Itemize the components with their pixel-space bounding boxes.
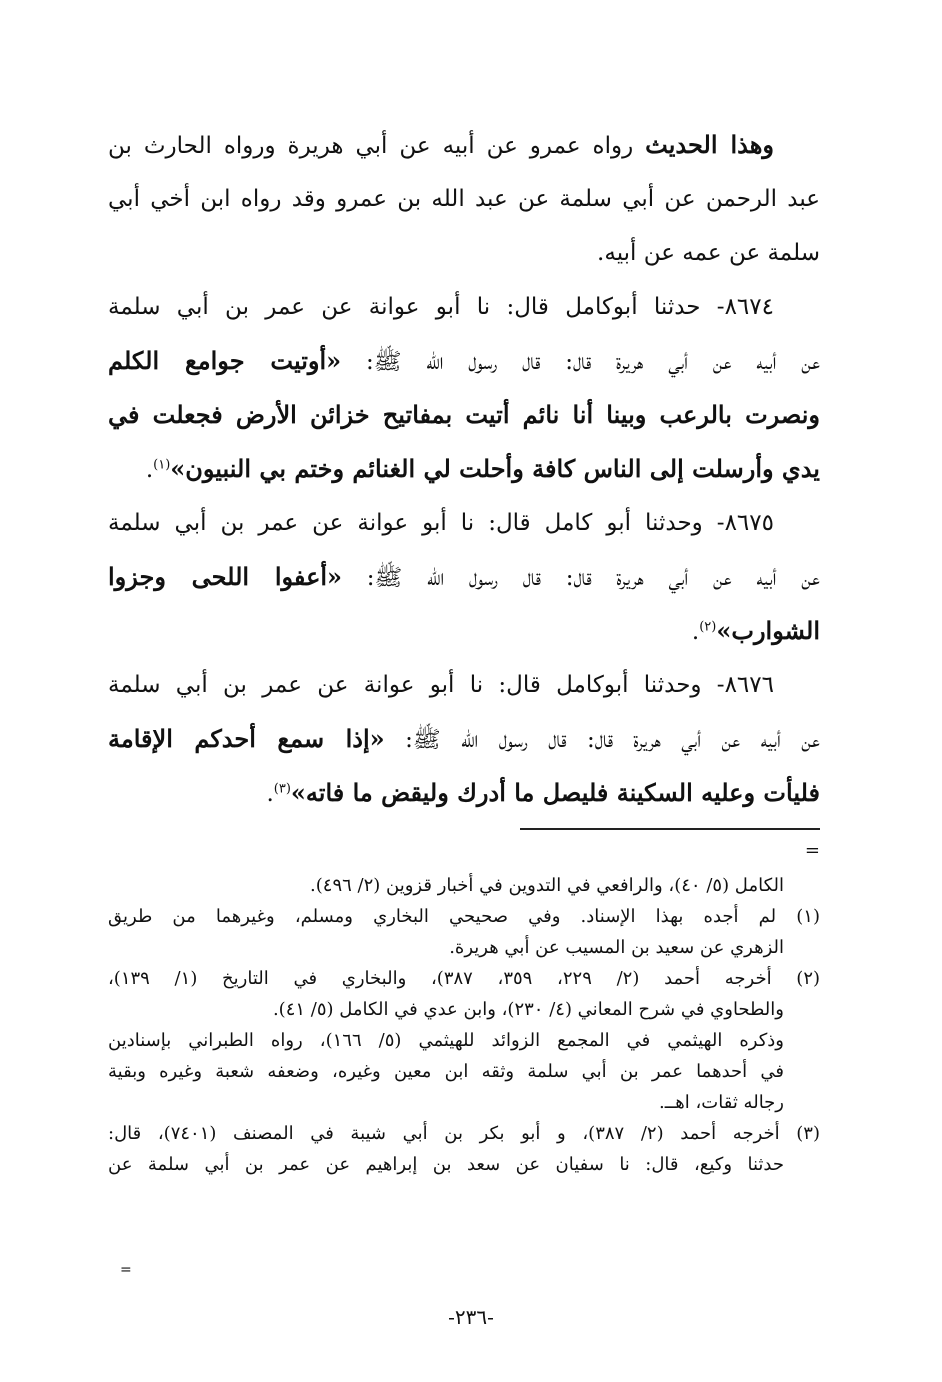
hadith-8674-line: ونصرت بالرعب وبينا أنا نائم أتيت بمفاتيح خزائن الأرض فجعلت في — [108, 400, 820, 429]
hadith-text: يدي وأرسلت إلى الناس كافة وأحلت لي الغنائم وختم بي النبيون» — [170, 454, 820, 483]
hadith-text: «إذا سمع أحدكم الإقامة — [108, 724, 385, 753]
hadith-8674-line: ٨٦٧٤- حدثنا أبوكامل قال: نا أبو عوانة عن عمر بن أبي سلمة — [108, 294, 774, 320]
hadith-8675-line: ٨٦٧٥- وحدثنا أبو كامل قال: نا أبو عوانة عن عمر بن أبي سلمة — [108, 510, 774, 536]
footnote-1: (١) لم أجده بهذا الإسناد. وفي صحيحي البخاري ومسلم، وغيرهما من طريق — [108, 906, 820, 927]
footnote-2: (٢) أخرجه أحمد (٢/ ٢٢٩، ٣٥٩، ٣٨٧)، والبخاري في التاريخ (١/ ١٣٩)، — [108, 968, 820, 989]
hadith-8676-line: ٨٦٧٦- وحدثنا أبوكامل قال: نا أبو عوانة عن عمر بن أبي سلمة — [108, 672, 774, 698]
hadith-text: الشوارب» — [716, 616, 820, 645]
footnote-line: الكامل (٥/ ٤٠)، والرافعي في التدوين في أخبار قزوين (٢/ ٤٩٦). — [310, 875, 784, 896]
paragraph-line: عبد الرحمن عن أبي سلمة عن عبد الله بن عمرو وقد رواه ابن أخي أبي — [108, 186, 820, 212]
footnote-ref: (٢) — [699, 619, 717, 635]
hadith-text: فليأت وعليه السكينة فليصل ما أدرك وليقض ما فاته» — [290, 778, 820, 807]
main-text — [108, 118, 820, 820]
footnote-line: رجاله ثقات، اهــ. — [659, 1092, 784, 1113]
text-run: رواه عمرو عن أبيه عن أبي هريرة ورواه الحارث بن — [108, 133, 646, 159]
text-run: . — [145, 457, 154, 483]
text-run: . — [266, 781, 274, 807]
footnote-ref: (٣) — [273, 781, 291, 797]
footnotes — [108, 828, 820, 1278]
hadith-8675-line — [108, 550, 820, 604]
paragraph-line — [108, 118, 820, 172]
hadith-text: «أوتيت جوامع الكلم — [108, 346, 342, 375]
page-number: -٢٣٦- — [448, 1305, 494, 1329]
footnote-line: وذكره الهيثمي في المجمع الزوائد للهيثمي (٥/ ١٦٦)، رواه الطبراني بإسنادين — [108, 1030, 785, 1051]
footnote-line: الزهري عن سعيد بن المسيب عن أبي هريرة. — [449, 937, 784, 958]
text-run: عن أبيه عن أبي هريرة قال: قال رسول الله ﷺ: — [384, 727, 820, 753]
footnote-ref: (١) — [153, 457, 171, 473]
footnote-separator — [520, 828, 820, 830]
hadith-8674-line — [108, 334, 820, 388]
text-run: . — [691, 619, 700, 645]
footnote-line: والطحاوي في شرح المعاني (٤/ ٢٣٠)، وابن عدي في الكامل (٥/ ٤١). — [272, 999, 784, 1020]
hadith-8674-line — [108, 442, 820, 496]
hadith-8675-line — [108, 604, 820, 658]
text-run: عن أبيه عن أبي هريرة قال: قال رسول الله ﷺ: — [342, 565, 820, 591]
text-run: عن أبيه عن أبي هريرة قال: قال رسول الله ﷺ: — [341, 349, 820, 375]
continuation-mark: = — [120, 1262, 132, 1278]
footnote-line: حدثنا وكيع، قال: نا سفيان عن سعد بن إبراهيم عن عمر بن أبي سلمة عن — [108, 1154, 784, 1175]
continuation-mark: = — [804, 840, 820, 861]
hadith-text: «أعفوا اللحى وجزوا — [108, 562, 343, 591]
bold-phrase: وهذا الحديث — [645, 130, 775, 159]
footnote-3: (٣) أخرجه أحمد (٢/ ٣٨٧)، و أبو بكر بن أبي شيبة في المصنف (٧٤٠١)، قال: — [108, 1123, 820, 1144]
paragraph-line: سلمة عن عمه عن أبيه. — [597, 240, 820, 266]
footnote-line: في أحدهما عمر بن أبي سلمة وثقه ابن معين وغيره، وضعفه شعبة وغيره وبقية — [108, 1061, 784, 1082]
hadith-8676-line — [108, 712, 820, 766]
hadith-8676-line — [108, 766, 820, 820]
